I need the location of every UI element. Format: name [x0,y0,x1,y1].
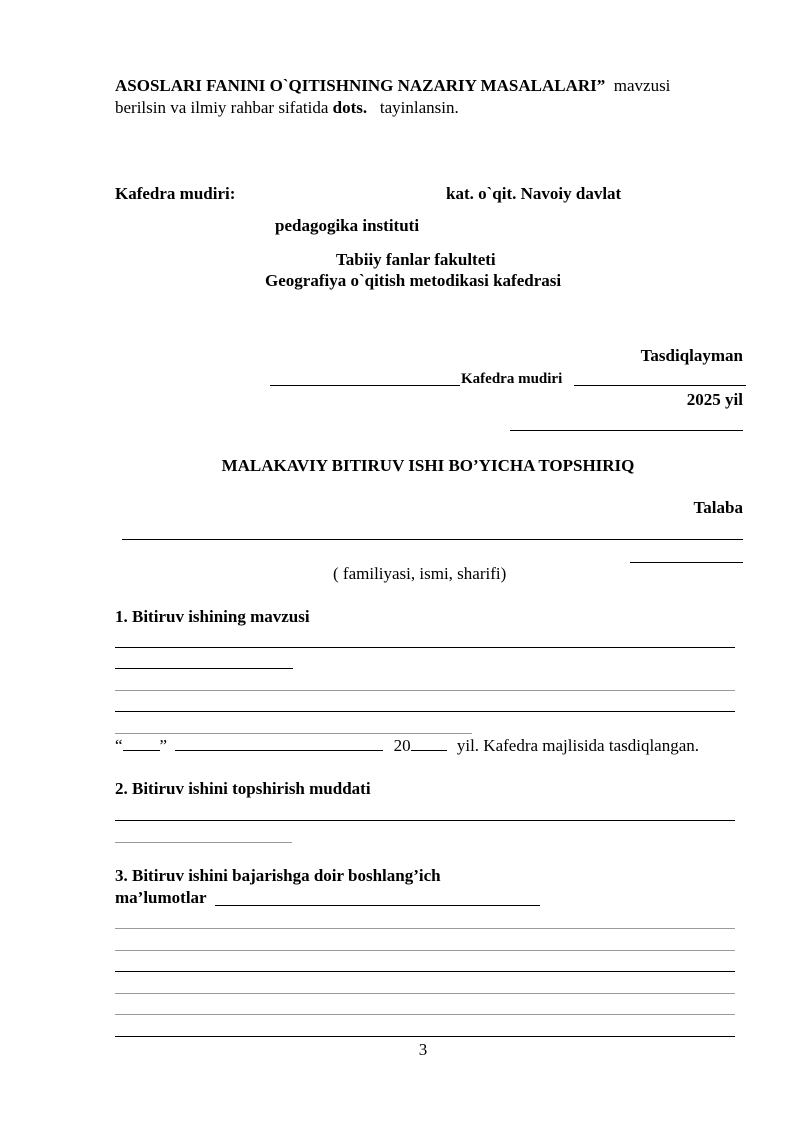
open-quote: “ [115,736,123,755]
date-approval-row [115,736,699,756]
intro-text-end: tayinlansin. [379,98,459,117]
topic-line-3 [115,690,735,691]
data-line-1 [115,928,735,929]
data-line-2 [115,950,735,951]
year-blank [411,736,447,751]
deadline-line-1 [115,820,735,821]
month-blank [175,736,383,751]
academic-rank: dots. [332,98,368,117]
approval-year: 2025 yil [686,390,743,409]
faculty-name: Tabiiy fanlar fakulteti [336,250,496,269]
topic-line-4 [115,711,735,712]
word-mavzusi: mavzusi [613,76,671,95]
page-number: 3 [418,1040,428,1059]
intro-text: berilsin va ilmiy rahbar sifatida [115,98,329,117]
section-3-title-line-2: ma’lumotlar [115,888,207,907]
section-2-title: 2. Bitiruv ishini topshirish muddati [115,779,371,798]
data-line-0 [215,905,540,906]
kafedra-mudiri-label: Kafedra mudiri [461,371,563,387]
institution-line: pedagogika instituti [275,216,420,235]
head-label: Kafedra mudiri: [115,184,236,203]
close-quote: ” [159,736,168,755]
century-prefix: 20 [393,736,411,755]
thesis-title-fragment: ASOSLARI FANINI O`QITISHNING NAZARIY MASALALARI” [115,76,606,95]
head-name: kat. o`qit. Navoiy davlat [446,184,622,203]
signature-line [270,385,460,386]
intro-line-1 [115,76,670,96]
data-line-5 [115,1014,735,1015]
data-line-4 [115,993,735,994]
department-name: Geografiya o`qitish metodikasi kafedrasi [265,271,562,290]
section-1-title: 1. Bitiruv ishining mavzusi [115,607,310,626]
data-line-6 [115,1036,735,1037]
document-title: MALAKAVIY BITIRUV ISHI BO’YICHA TOPSHIRIQ [221,456,635,475]
student-label: Talaba [693,498,743,517]
section-3-title-line-1: 3. Bitiruv ishini bajarishga doir boshlang’ich [115,866,441,885]
student-name-line-end [630,562,743,563]
intro-line-2 [115,98,459,118]
data-line-3 [115,971,735,972]
day-blank [123,736,160,751]
date-approval-text: yil. Kafedra majlisida tasdiqlangan. [456,736,700,755]
student-caption: ( familiyasi, ismi, sharifi) [333,564,507,583]
deadline-line-2 [115,842,292,843]
topic-line-1 [115,647,735,648]
approval-label: Tasdiqlayman [640,346,743,365]
name-line [574,385,746,386]
topic-line-2 [115,668,293,669]
topic-line-5 [115,733,472,734]
date-line [510,430,743,431]
student-name-line [122,539,743,540]
